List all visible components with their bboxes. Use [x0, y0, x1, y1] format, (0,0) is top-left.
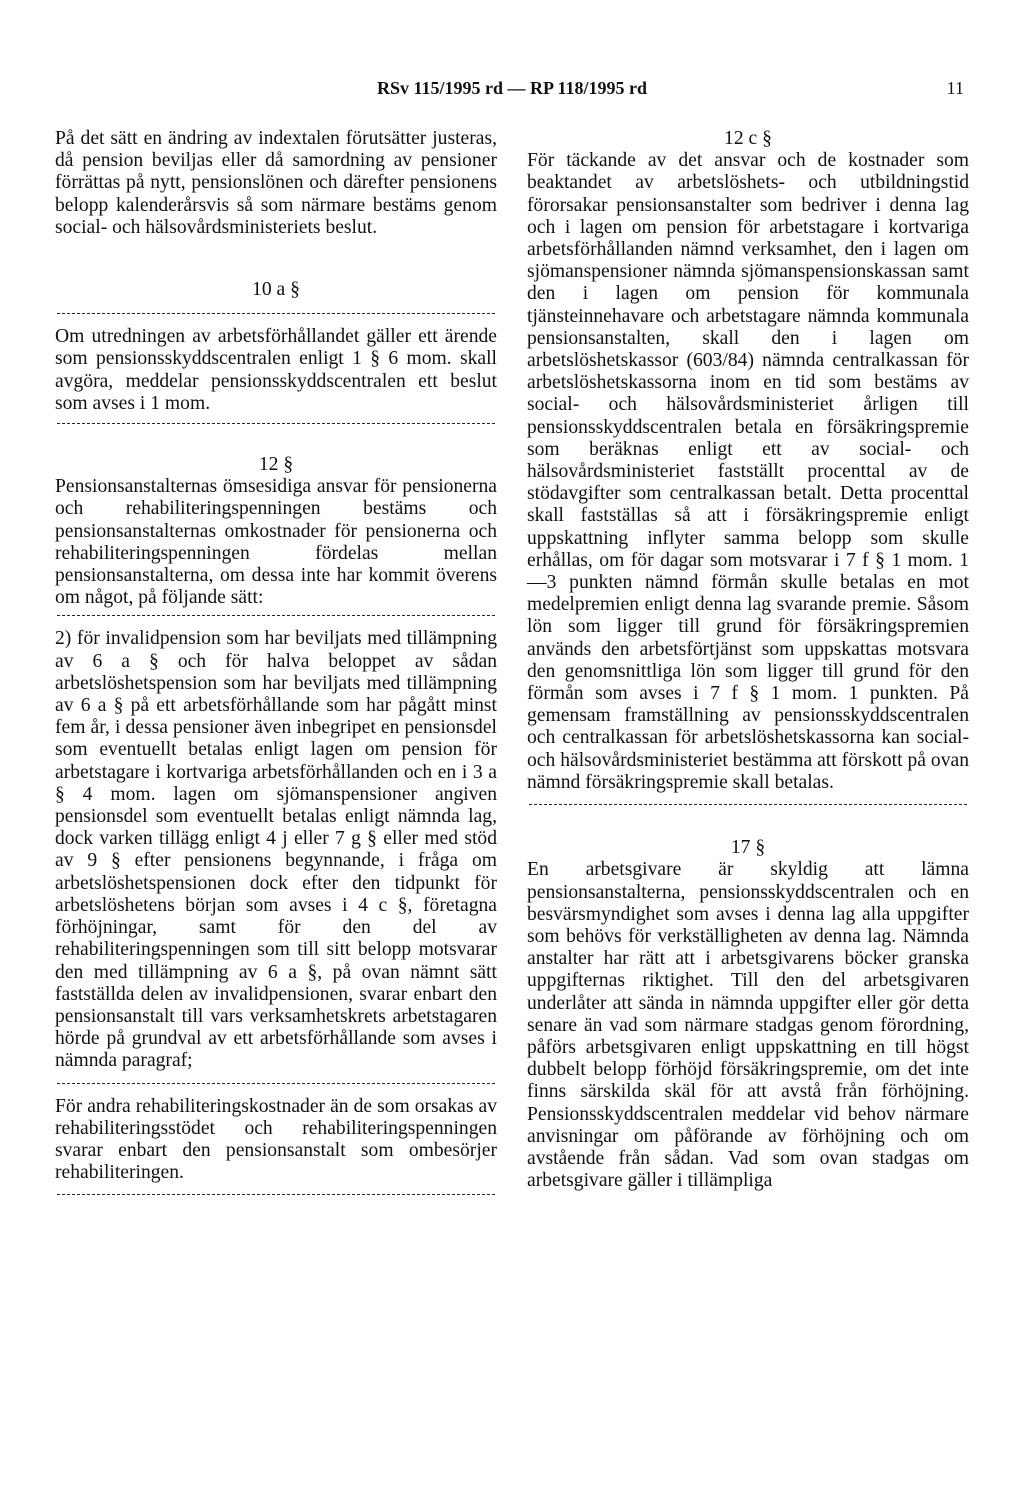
omission-divider — [57, 1194, 495, 1195]
right-column — [527, 128, 969, 1192]
paragraph-arbetsgivare: En arbetsgivare är skyldig att lämna pensionsanstalterna, pensionsskyddscentralen och en besvärsmyndighet som avses i denna lag alla uppgifter som behövs för verkställigheten av denna lag. Nämnda anstalter har rätt att i arbetsgivarens böcker granska uppgifternas riktighet. Till den del arbetsgivaren underlåter att sända in nämnda uppgifter eller gör detta senare än vad som närmare stadgas genom förordning, påförs arbetsgivaren enligt uppskattning en till högst dubbelt belopp förhöjd försäkringspremie, om det inte finns särskilda skäl för att avstå från förhöjning. Pensionsskyddscentralen meddelar vid behov närmare anvisningar om påförande av förhöjning och om avstående från sådan. Vad som ovan stadgas om arbetsgivare gäller i tillämpliga — [527, 859, 969, 1192]
page-header — [0, 78, 1024, 106]
page-number: 11 — [946, 78, 964, 98]
section-heading-12: 12 § — [258, 454, 294, 476]
paragraph-forsakringspremie: För täckande av det ansvar och de kostnader som beaktandet av arbetslöshets- och utbildningstid förorsakar pensionsanstalter som bedriver i denna lag och i lagen om pension för arbetstagare i kortvariga arbetsförhållanden nämnd verksamhet, den i lagen om sjömanspensioner nämnda sjömanspensionskassan samt den i lagen om pension för kommunala tjänsteinnehavare och arbetstagare nämnda kommunala pensionsanstalten, skall den i lagen om arbetslöshetskassor (603/84) nämnda centralkassan för arbetslöshetskassorna inom en tid som bestäms av social- och hälsovårdsministeriet årligen till pensionsskyddscentralen betala en försäkringspremie som beräknas enligt ett av social- och hälsovårdsministeriet fastställt procenttal av de stödavgifter som centralkassan betalt. Detta procenttal skall fastställas så att i försäkringspremie enligt uppskattning inflyter samma belopp som skulle erhållas, om för dagar som motsvarar i 7 f § 1 mom. 1—3 punkten nämnd förmån skulle betalas en mot medelpremien enligt denna lag svarande premie. Såsom lön som ligger till grund för försäkringspremien används den arbetsförtjänst som uppskattas motsvara den genomsnittliga lön som ligger till grund för den förmån som avses i 7 f § 1 mom. 1 punkten. På gemensam framställning av pensionsskyddscentralen och centralkassan för arbetslöshetskassorna kan social- och hälsovårdsministeriet bestämma att förskott på ovan nämnd försäkringspremie skall betalas. — [527, 150, 969, 793]
running-title: RSv 115/1995 rd — RP 118/1995 rd — [376, 78, 648, 98]
section-heading-17: 17 § — [730, 837, 766, 859]
paragraph-utredning: Om utredningen av arbetsförhållandet gäller ett ärende som pensionsskyddscentralen enligt 1 § 6 mom. skall avgöra, meddelar pensionsskyddscentralen ett beslut som avses i 1 mom. — [55, 326, 497, 414]
paragraph-ansvar: Pensionsanstalternas ömsesidiga ansvar för pensionerna och rehabiliteringspenningen bestäms och pensionsanstalternas omkostnader för pensionerna och rehabiliteringspenningen fördelas mellan pensionsanstalterna, om dessa inte har kommit överens om något, på följande sätt: — [55, 476, 497, 609]
section-heading-12c: 12 c § — [724, 128, 772, 149]
paragraph-rehabilitering: För andra rehabiliteringskostnader än de som orsakas av rehabiliteringsstödet och rehabiliteringspenningen svarar enbart den pensionsanstalt som ombesörjer rehabiliteringen. — [55, 1095, 497, 1184]
left-column — [55, 128, 497, 1195]
paragraph-indextal: På det sätt en ändring av indextalen förutsätter justeras, då pension beviljas eller då samordning av pensioner förrättas på nytt, pensionslönen och därefter pensionens belopp kalenderårsvis så som närmare bestäms genom social- och hälsovårdsministeriets beslut. — [55, 128, 497, 238]
section-heading-10a: 10 a § — [252, 279, 300, 301]
paragraph-invalidpension: 2) för invalidpension som har beviljats med tillämpning av 6 a § och för halva beloppet av sådan arbetslöshetspension som har beviljats med tillämpning av 6 a § på ett arbetsförhållande som har pågått minst fem år, i dessa pensioner även inbegripet en pensionsdel som eventuellt betalas enligt lagen om pension för arbetstagare i kortvariga arbetsförhållanden och en i 3 a § 4 mom. lagen om sjömanspensioner angiven pensionsdel som eventuellt betalas enligt nämnda lag, dock varken tillägg enligt 4 j eller 7 g § eller med stöd av 9 § efter pensionens begynnande, i fråga om arbetslöshetspensionen dock efter den tidpunkt för arbetslöshetens början som avses i 4 c §, företagna förhöjningar, samt för den del av rehabiliteringspenningen som till sitt belopp motsvarar den med tillämpning av 6 a §, på ovan nämnt sätt fastställda delen av invalidpensionen, svarar enbart den pensionsanstalt till vars verksamhetskrets arbetstagaren hörde på grundval av ett arbetsförhållande som avses i nämnda paragraf; — [55, 628, 497, 1072]
